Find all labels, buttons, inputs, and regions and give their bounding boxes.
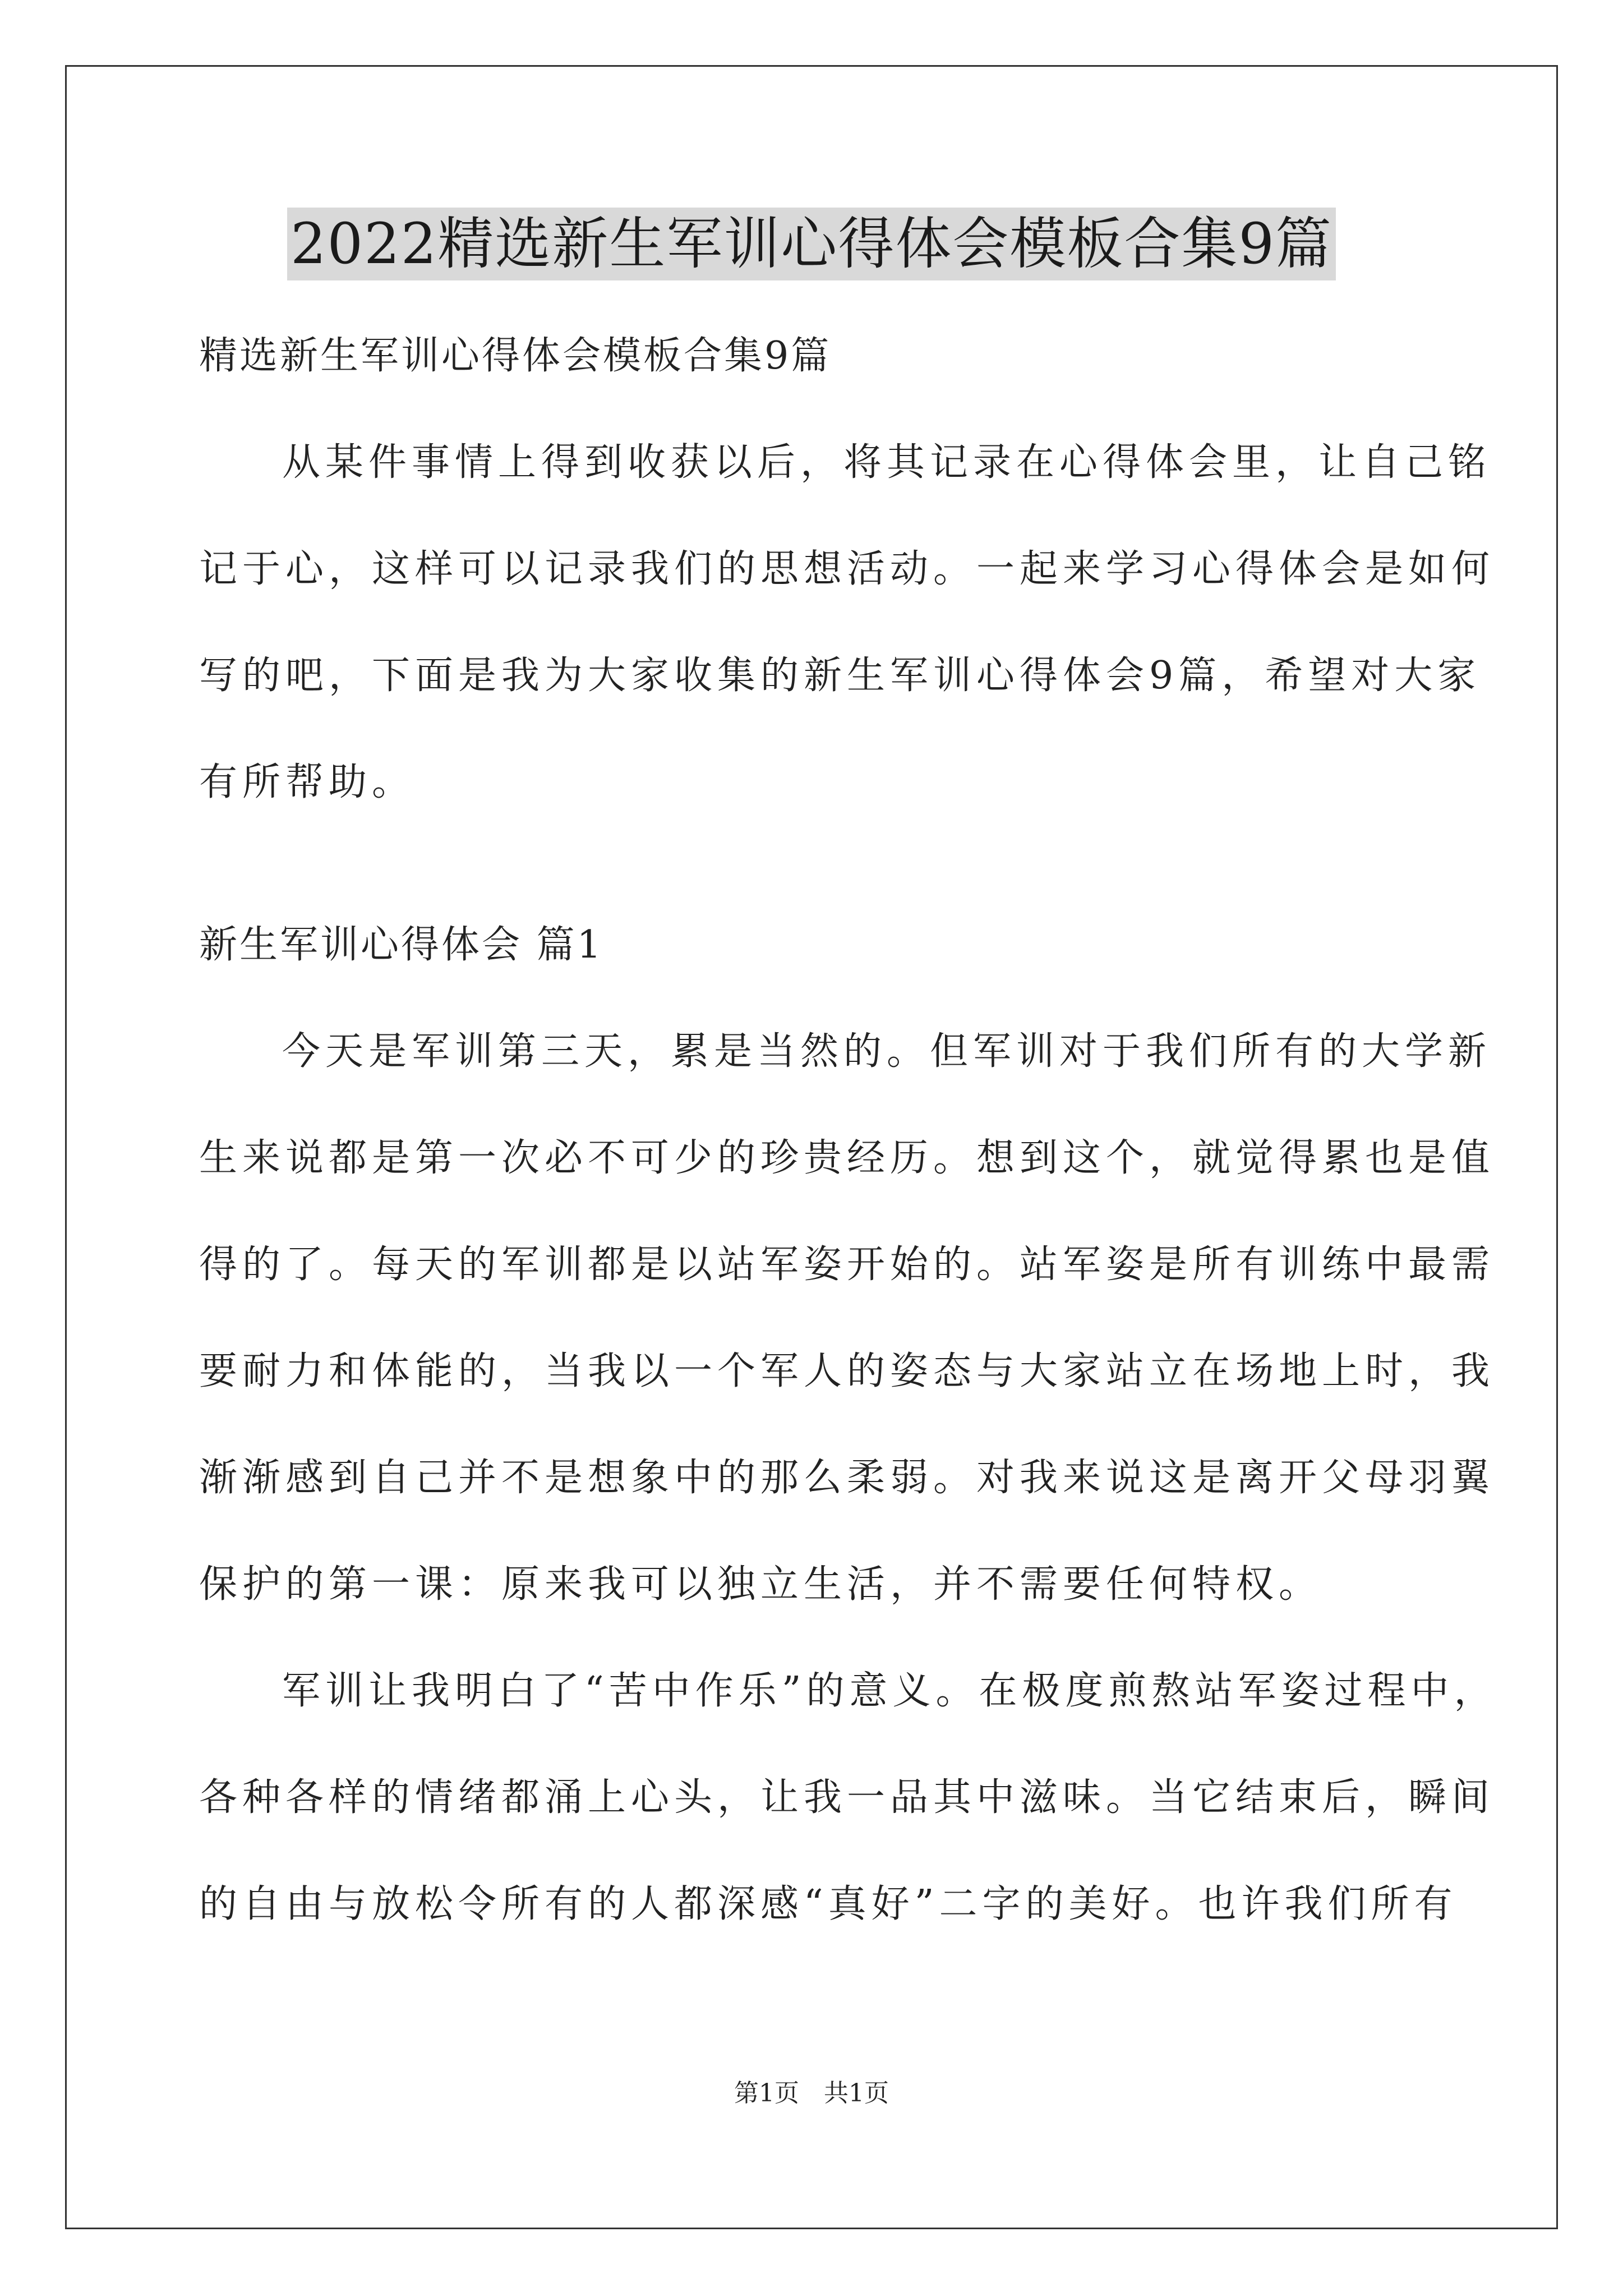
page-footer: 第1页 共1页 <box>734 2079 889 2108</box>
paragraph-line: 军训让我明白了“苦中作乐”的意义。在极度煎熬站军姿过程中， <box>282 1669 1497 1713</box>
paragraph-line: 的自由与放松令所有的人都深感“真好”二字的美好。也许我们所有 <box>199 1882 1458 1926</box>
document-body <box>199 303 1497 1958</box>
intro-line: 有所帮助。 <box>199 760 416 804</box>
intro-line: 从某件事情上得到收获以后，将其记录在心得体会里，让自己铭 <box>282 440 1492 485</box>
paragraph-line: 得的了。每天的军训都是以站军姿开始的。站军姿是所有训练中最需 <box>199 1243 1495 1287</box>
document-subtitle: 精选新生军训心得体会模板合集9篇 <box>199 334 832 378</box>
paragraph-line: 保护的第一课：原来我可以独立生活，并不需要任何特权。 <box>199 1562 1322 1607</box>
paragraph-line: 各种各样的情绪都涌上心头，让我一品其中滋味。当它结束后，瞬间 <box>199 1775 1495 1820</box>
title-container <box>0 208 1623 280</box>
paragraph-line: 生来说都是第一次必不可少的珍贵经历。想到这个，就觉得累也是值 <box>199 1136 1495 1180</box>
document-title: 2022精选新生军训心得体会模板合集9篇 <box>287 208 1336 280</box>
section-heading: 新生军训心得体会 篇1 <box>199 923 603 967</box>
paragraph-line: 今天是军训第三天，累是当然的。但军训对于我们所有的大学新 <box>282 1029 1492 1074</box>
intro-line: 记于心，这样可以记录我们的思想活动。一起来学习心得体会是如何 <box>199 547 1495 591</box>
paragraph-line: 渐渐感到自己并不是想象中的那么柔弱。对我来说这是离开父母羽翼 <box>199 1456 1495 1500</box>
section-gap <box>199 836 1430 892</box>
intro-line: 写的吧，下面是我为大家收集的新生军训心得体会9篇，希望对大家 <box>199 654 1481 698</box>
paragraph-line: 要耐力和体能的，当我以一个军人的姿态与大家站立在场地上时，我 <box>199 1349 1495 1393</box>
